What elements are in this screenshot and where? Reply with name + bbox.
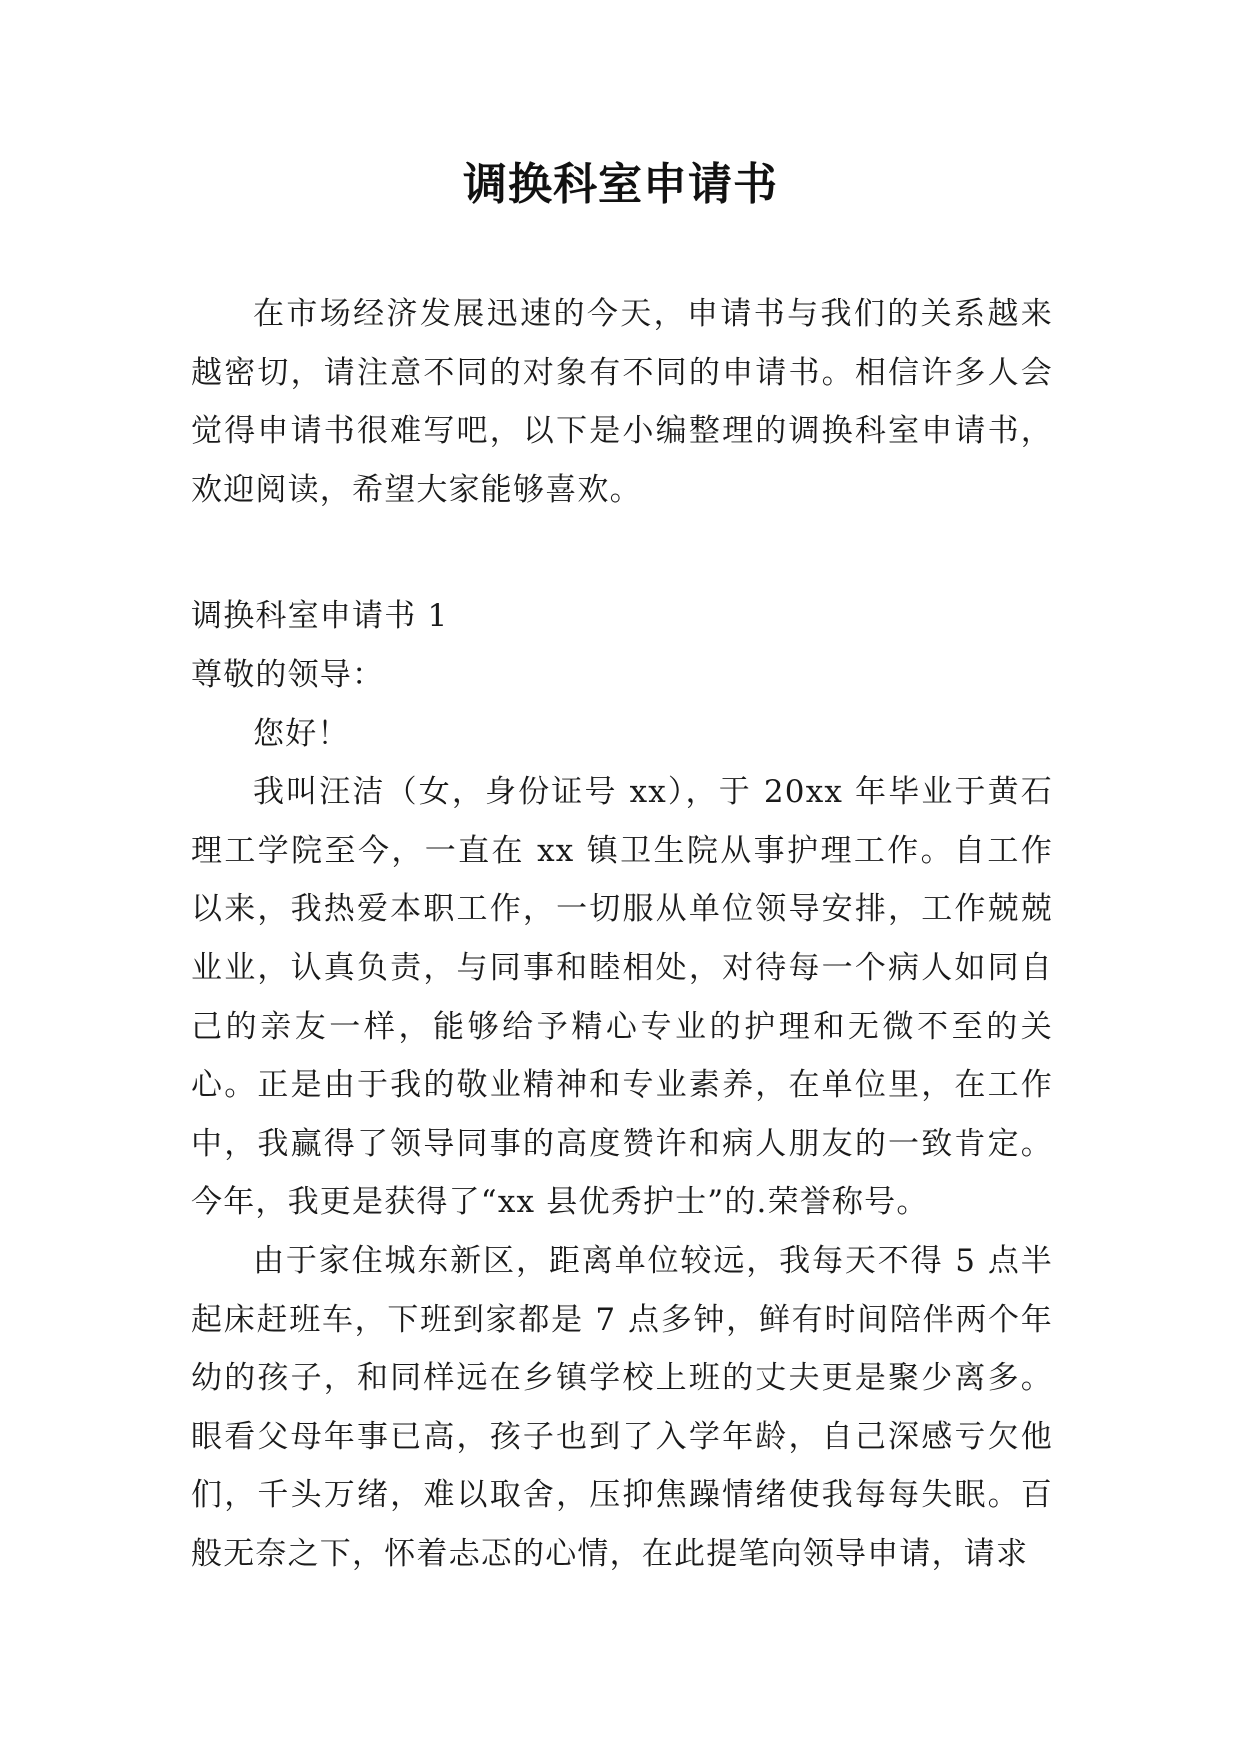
body-paragraph-1: 我叫汪洁（女，身份证号 xx），于 20xx 年毕业于黄石理工学院至今，一直在 xx 镇卫生院从事护理工作。自工作以来，我热爱本职工作，一切服从单位领导安排，工作兢兢业业，认真负责，与同事和睦相处，对待每一个病人如同自己的亲友一样，能够给予精心专业的护理和无微不至的关心。正是由于我的敬业精神和专业素养，在单位里，在工作中，我赢得了领导同事的高度赞许和病人朋友的一致肯定。今年，我更是获得了“xx 县优秀护士”的.荣誉称号。 — [191, 774, 1053, 1221]
document-title: 调换科室申请书 — [463, 159, 778, 210]
paragraph-gap — [191, 519, 1053, 587]
salutation: 尊敬的领导： — [191, 656, 385, 693]
section-heading: 调换科室申请书 1 — [191, 598, 449, 635]
intro-paragraph: 在市场经济发展迅速的今天，申请书与我们的关系越来越密切，请注意不同的对象有不同的申请书。相信许多人会觉得申请书很难写吧，以下是小编整理的调换科室申请书，欢迎阅读，希望大家能够喜欢。 — [191, 296, 1053, 508]
document-body — [191, 285, 1053, 1583]
greeting: 您好！ — [253, 715, 350, 752]
body-paragraph-2: 由于家住城东新区，距离单位较远，我每天不得 5 点半起床赶班车，下班到家都是 7 点多钟，鲜有时间陪伴两个年幼的孩子，和同样远在乡镇学校上班的丈夫更是聚少离多。眼看父母年事已高，孩子也到了入学年龄，自己深感亏欠他们，千头万绪，难以取舍，压抑焦躁情绪使我每每失眠。百般无奈之下，怀着忐忑的心情，在此提笔向领导申请，请求 — [191, 1242, 1053, 1572]
